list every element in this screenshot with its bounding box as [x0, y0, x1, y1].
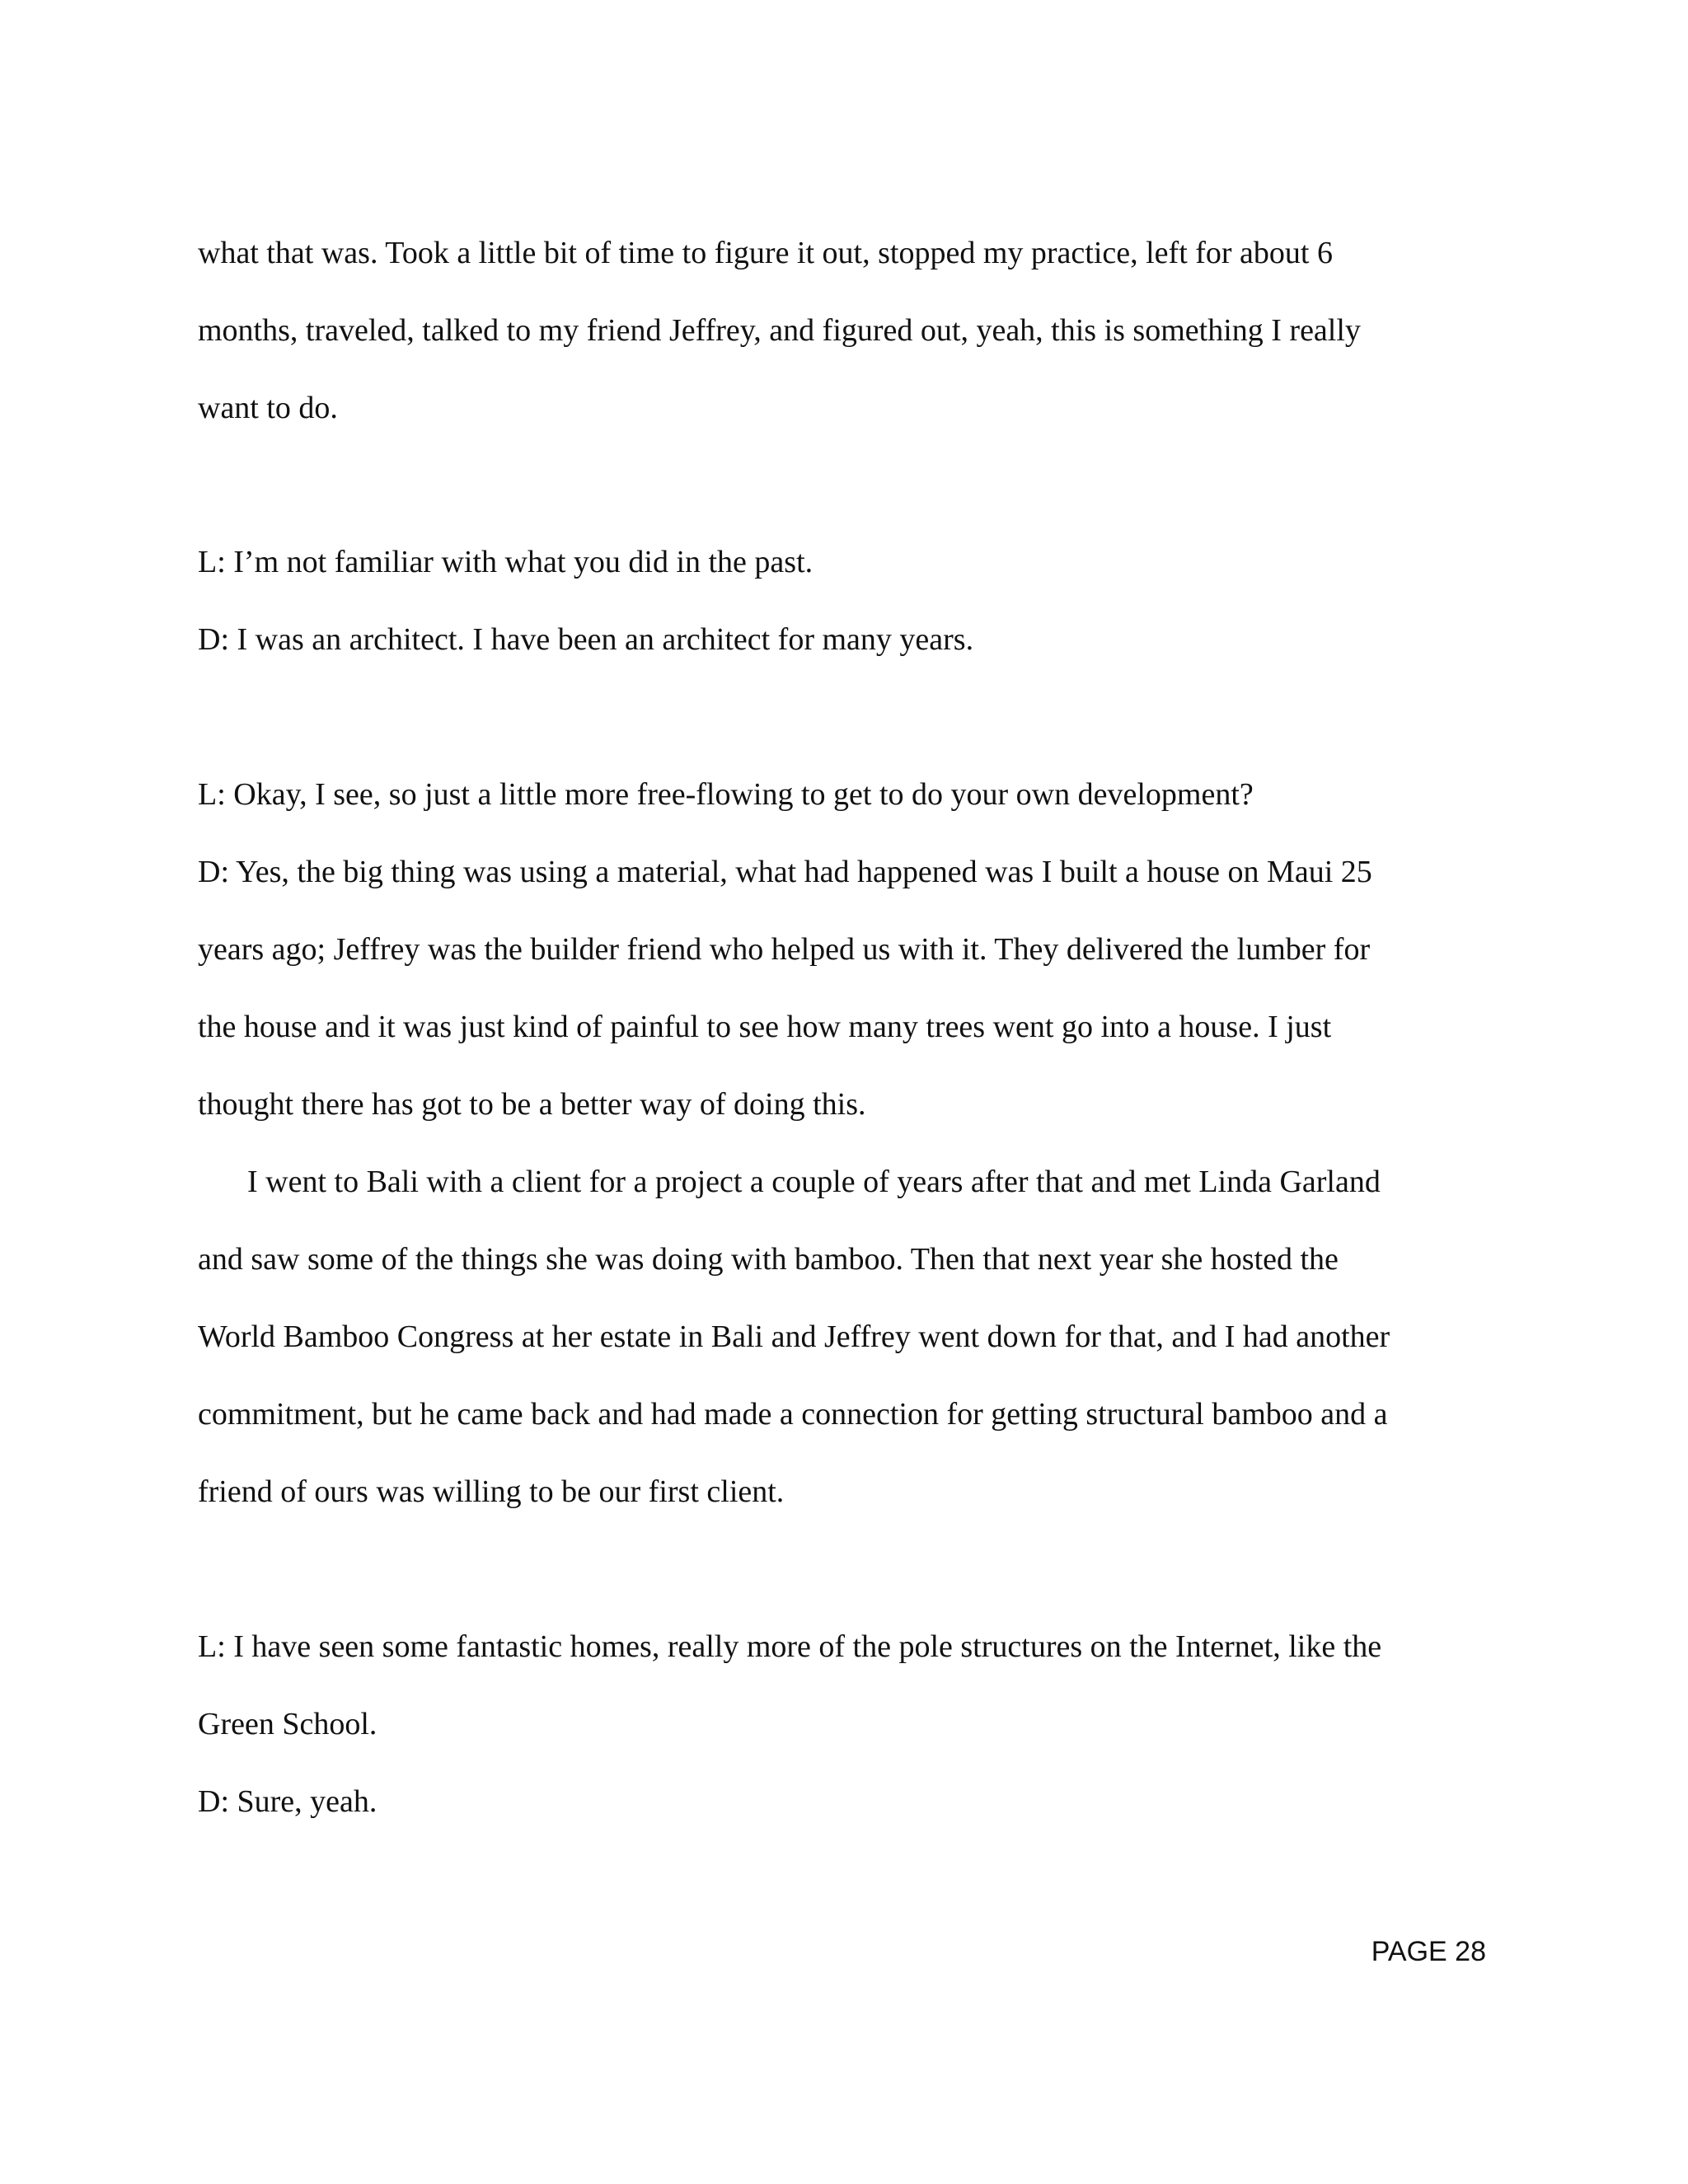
text-line: thought there has got to be a better way of doing this.: [198, 1087, 866, 1122]
text-line: L: I’m not familiar with what you did in the past.: [198, 545, 814, 579]
text-line: what that was. Took a little bit of time to figure it out, stopped my practice, left for about 6: [198, 236, 1333, 270]
text-line: the house and it was just kind of painful to see how many trees went go into a house. I just: [198, 1010, 1332, 1044]
text-line: D: Sure, yeah.: [198, 1784, 377, 1819]
text-line: World Bamboo Congress at her estate in Bali and Jeffrey went down for that, and I had another: [198, 1319, 1390, 1354]
text-line: I went to Bali with a client for a project a couple of years after that and met Linda Garland: [247, 1165, 1381, 1199]
text-line: months, traveled, talked to my friend Jeffrey, and figured out, yeah, this is something I really: [198, 313, 1361, 348]
text-line: years ago; Jeffrey was the builder friend who helped us with it. They delivered the lumber for: [198, 932, 1371, 967]
text-line: Green School.: [198, 1707, 377, 1741]
text-line: and saw some of the things she was doing with bamboo. Then that next year she hosted the: [198, 1242, 1339, 1277]
text-line: commitment, but he came back and had made a connection for getting structural bamboo and a: [198, 1397, 1388, 1432]
text-line: friend of ours was willing to be our first client.: [198, 1474, 785, 1509]
text-line: L: Okay, I see, so just a little more free-flowing to get to do your own development?: [198, 777, 1254, 812]
text-line: D: I was an architect. I have been an architect for many years.: [198, 622, 974, 657]
text-line: want to do.: [198, 391, 338, 425]
text-line: D: Yes, the big thing was using a material, what had happened was I built a house on Maui 25: [198, 855, 1372, 889]
page-number: PAGE 28: [1371, 1936, 1486, 1967]
text-line: L: I have seen some fantastic homes, really more of the pole structures on the Internet, like the: [198, 1629, 1382, 1664]
